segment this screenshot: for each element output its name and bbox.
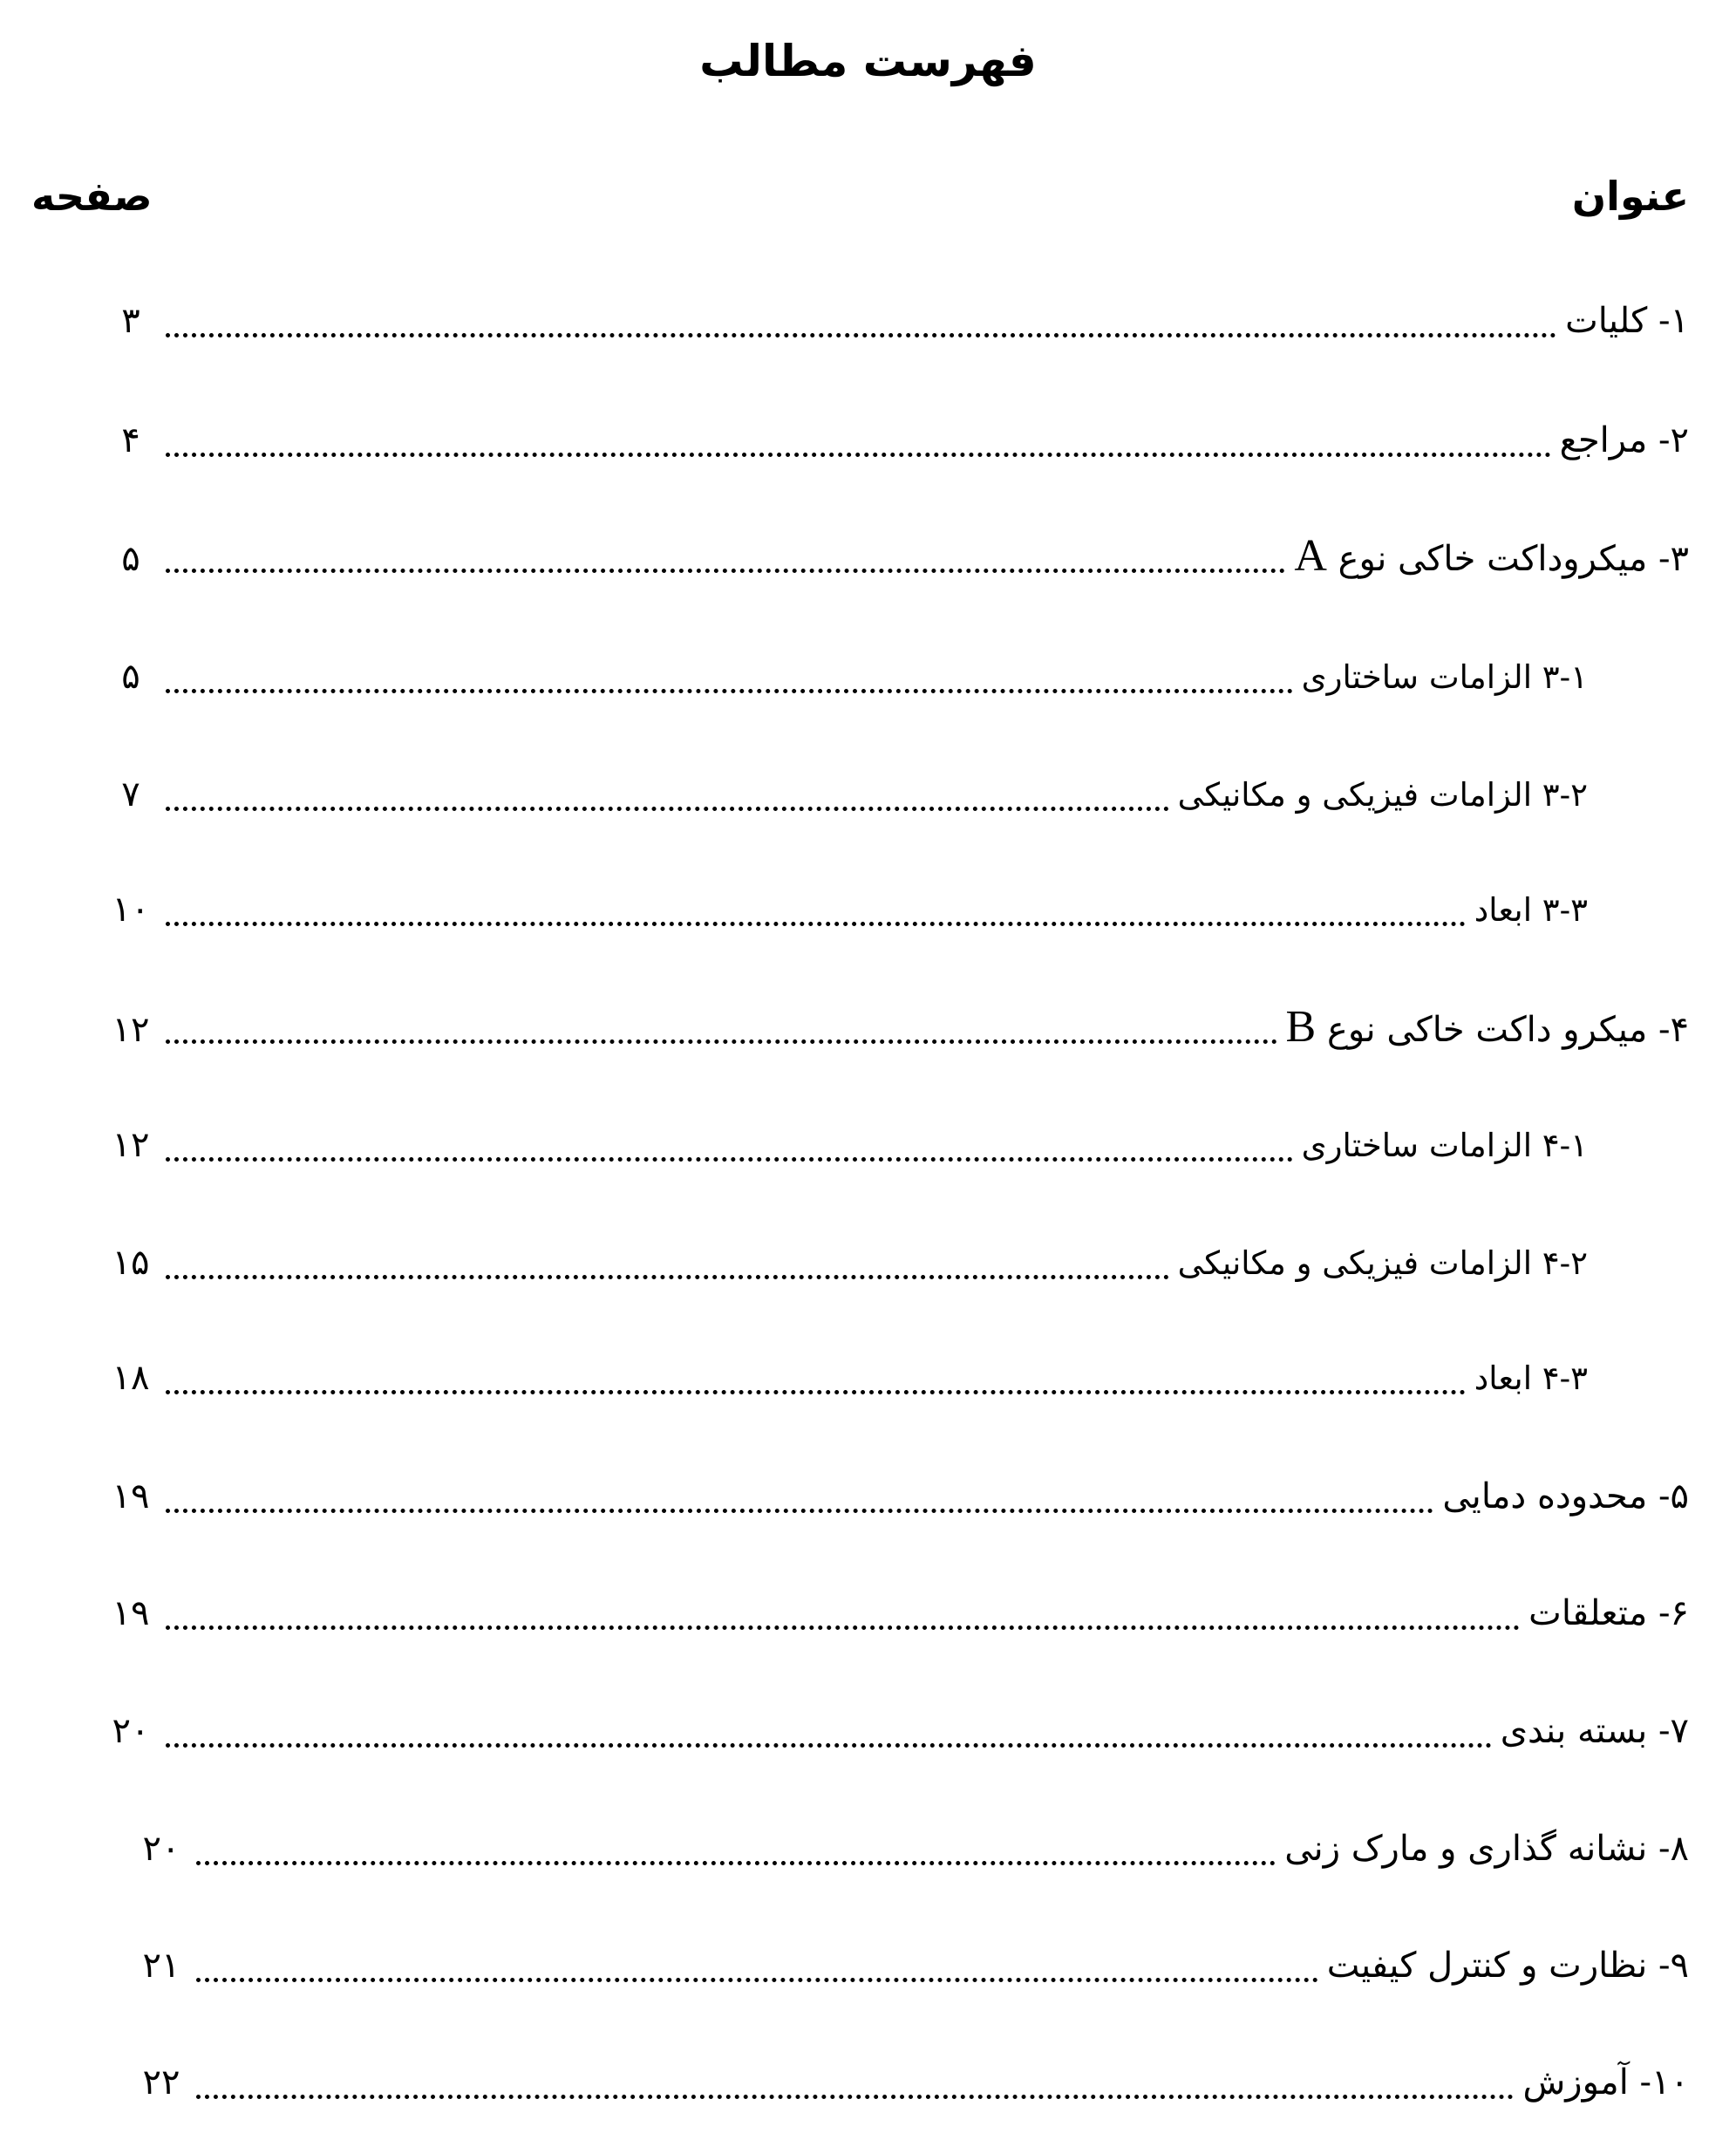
toc-entry-4-1[interactable] xyxy=(105,1110,1588,1180)
toc-entry-page: ۲۰ xyxy=(112,1711,150,1751)
dot-leader xyxy=(166,1509,1433,1513)
toc-entry-3-2[interactable] xyxy=(105,760,1588,829)
toc-entry-title: ۲- مراجع xyxy=(1559,420,1689,460)
toc-entry-3-1[interactable] xyxy=(105,642,1588,712)
dot-leader xyxy=(166,807,1169,811)
toc-entry-title: ۱- کلیات xyxy=(1565,301,1689,341)
toc-entry-4[interactable] xyxy=(105,992,1689,1062)
toc-entry-title: ۱۰- آموزش xyxy=(1522,2062,1689,2103)
toc-entry-3-3[interactable] xyxy=(105,875,1588,944)
dot-leader xyxy=(166,1275,1169,1279)
toc-entry-title: ۳-۲ الزامات فیزیکی و مکانیکی xyxy=(1177,776,1588,814)
toc-entry-4-2[interactable] xyxy=(105,1228,1588,1298)
toc-entry-page: ۳ xyxy=(121,301,140,341)
toc-entry-9[interactable] xyxy=(135,1931,1689,2000)
toc-entry-page: ۱۲ xyxy=(112,1125,150,1165)
toc-entry-title: ۵- محدوده دمایی xyxy=(1442,1476,1689,1516)
toc-entry-5[interactable] xyxy=(105,1462,1689,1531)
toc-entry-title: ۳-۱ الزامات ساختاری xyxy=(1301,658,1588,696)
dot-leader xyxy=(166,922,1466,926)
dot-leader xyxy=(166,1039,1277,1044)
toc-entry-6[interactable] xyxy=(105,1578,1689,1648)
toc-entry-title: ۹- نظارت و کنترل کیفیت xyxy=(1326,1946,1689,1986)
toc-entry-title: ۳- میکروداکت خاکی نوع A xyxy=(1294,531,1689,581)
toc-entry-page: ۵ xyxy=(121,539,140,579)
dot-leader xyxy=(166,689,1293,693)
toc-entry-title: ۶- متعلقات xyxy=(1528,1593,1689,1633)
toc-entry-type-letter: B xyxy=(1285,1002,1317,1052)
toc-title: فهرست مطالب xyxy=(699,36,1037,86)
toc-entry-1[interactable] xyxy=(105,286,1689,356)
dot-leader xyxy=(196,1861,1276,1865)
toc-entry-title: ۷- بسته بندی xyxy=(1500,1711,1689,1751)
toc-entry-title: ۴-۳ ابعاد xyxy=(1474,1360,1588,1397)
toc-entry-page: ۵ xyxy=(121,657,140,697)
toc-entry-page: ۲۰ xyxy=(142,1829,180,1869)
toc-entry-page: ۱۹ xyxy=(112,1593,150,1633)
toc-entry-title: ۴-۱ الزامات ساختاری xyxy=(1301,1127,1588,1164)
toc-entry-title: ۸- نشانه گذاری و مارک زنی xyxy=(1284,1829,1689,1869)
toc-entry-page: ۲۱ xyxy=(142,1946,180,1986)
toc-entry-page: ۱۵ xyxy=(112,1243,150,1283)
dot-leader xyxy=(166,1743,1492,1748)
toc-entry-page: ۱۸ xyxy=(112,1358,150,1398)
toc-entry-page: ۱۰ xyxy=(112,889,150,930)
toc-entry-10[interactable] xyxy=(135,2048,1689,2117)
page-column-header: صفحه xyxy=(31,173,153,220)
dot-leader xyxy=(166,569,1285,573)
toc-entry-2[interactable] xyxy=(105,406,1689,475)
toc-entry-title: ۴- میکرو داکت خاکی نوع B xyxy=(1285,1002,1689,1052)
toc-entry-page: ۲۲ xyxy=(142,2062,180,2103)
toc-entry-page: ۴ xyxy=(121,420,140,460)
toc-entry-8[interactable] xyxy=(135,1814,1689,1884)
toc-entry-type-letter: A xyxy=(1294,531,1327,581)
toc-entry-page: ۱۲ xyxy=(112,1010,150,1050)
toc-entry-title: ۳-۳ ابعاد xyxy=(1474,891,1588,929)
toc-entry-title: ۴-۲ الزامات فیزیکی و مکانیکی xyxy=(1177,1244,1588,1282)
dot-leader xyxy=(166,333,1556,337)
dot-leader xyxy=(196,2095,1514,2099)
toc-entry-page: ۱۹ xyxy=(112,1476,150,1516)
title-column-header: عنوان xyxy=(1571,173,1689,220)
dot-leader xyxy=(166,1390,1466,1394)
toc-entry-3[interactable] xyxy=(105,521,1689,591)
toc-entry-7[interactable] xyxy=(105,1696,1689,1766)
toc-entry-4-3[interactable] xyxy=(105,1343,1588,1413)
dot-leader xyxy=(166,453,1551,457)
dot-leader xyxy=(166,1157,1293,1162)
dot-leader xyxy=(196,1978,1318,1982)
toc-entry-page: ۷ xyxy=(121,774,140,814)
dot-leader xyxy=(166,1625,1520,1630)
